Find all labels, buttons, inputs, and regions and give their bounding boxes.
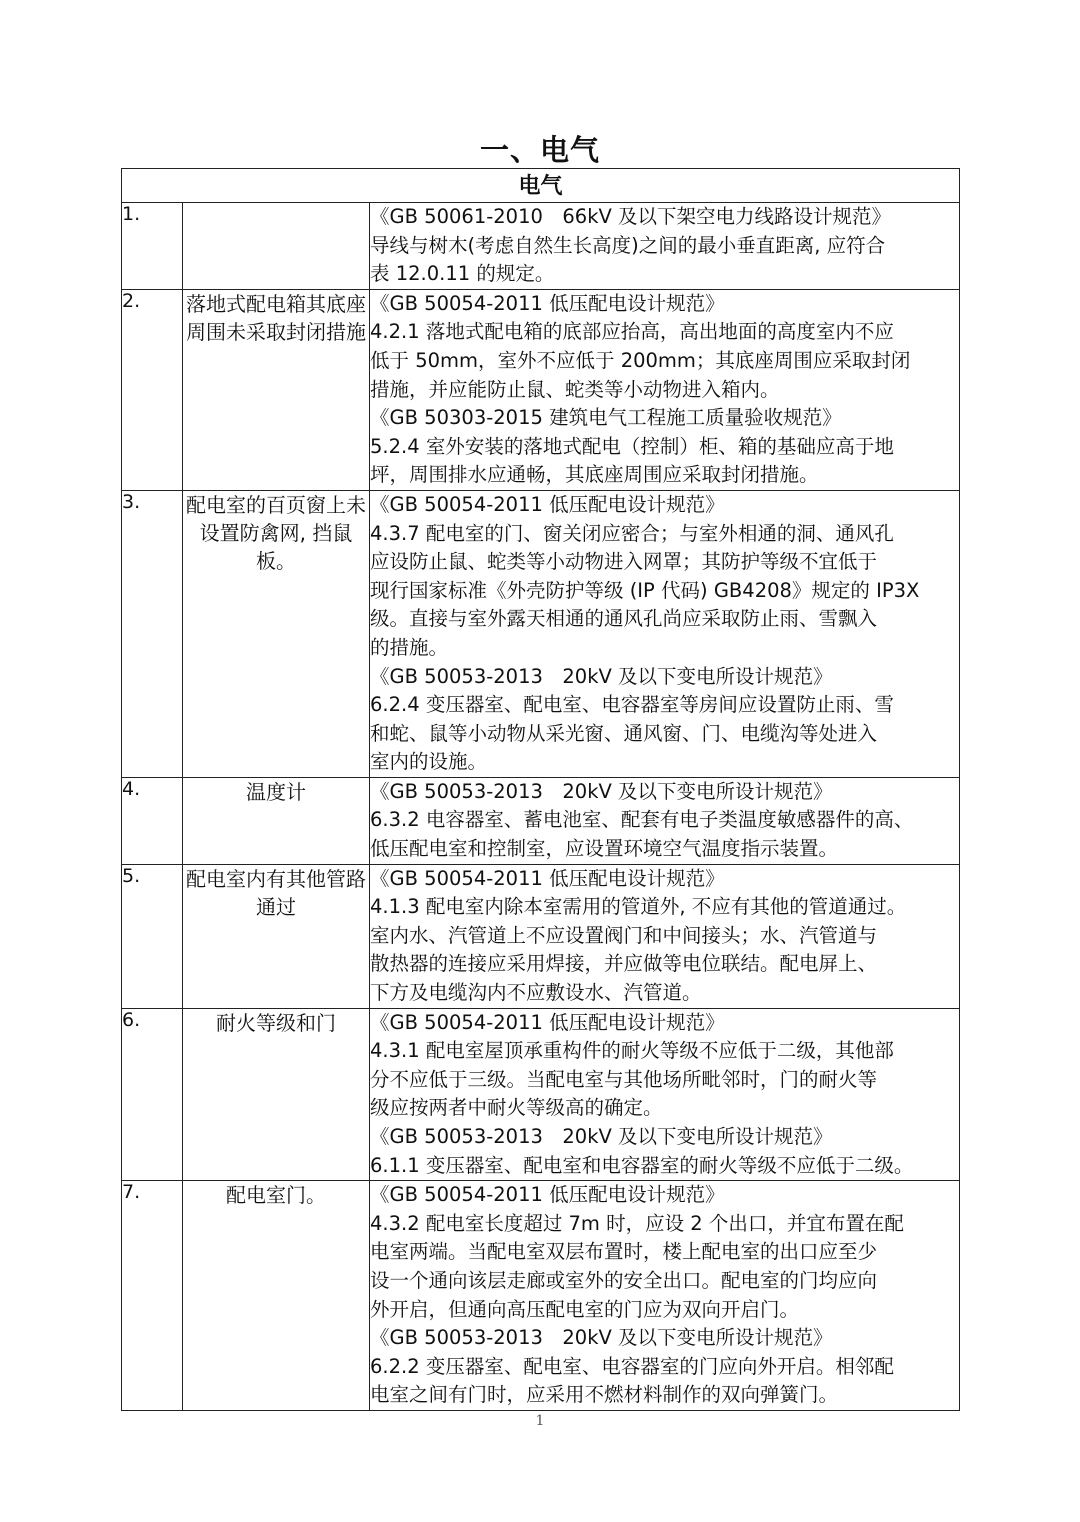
spec-line: 4.1.3 配电室内除本室需用的管道外, 不应有其他的管道通过。 <box>370 895 907 919</box>
spec-table <box>121 168 960 1411</box>
table-row <box>122 1008 960 1181</box>
table-row <box>122 1181 960 1411</box>
spec-line: 级。直接与室外露天相通的通风孔尚应采取防止雨、雪飘入 <box>370 607 878 631</box>
spec-line: 应设防止鼠、蛇类等小动物进入网罩；其防护等级不宜低于 <box>370 550 878 574</box>
spec-line: 4.3.2 配电室长度超过 7m 时，应设 2 个出口，并宜布置在配 <box>370 1211 904 1235</box>
spec-line: 《GB 50303-2015 建筑电气工程施工质量验收规范》 <box>370 406 842 430</box>
table-row <box>122 203 960 290</box>
row-issue: 温度计 <box>183 777 370 864</box>
spec-line: 《GB 50054-2011 低压配电设计规范》 <box>370 291 725 315</box>
row-issue <box>183 203 370 290</box>
spec-line: 下方及电缆沟内不应敷设水、汽管道。 <box>370 981 702 1005</box>
spec-line: 外开启，但通向高压配电室的门应为双向开启门。 <box>370 1297 800 1321</box>
row-number: 7. <box>122 1181 183 1411</box>
table-row <box>122 864 960 1008</box>
row-issue: 配电室门。 <box>183 1181 370 1411</box>
spec-line: 低压配电室和控制室，应设置环境空气温度指示装置。 <box>370 837 839 861</box>
row-spec <box>370 203 960 290</box>
spec-line: 6.2.2 变压器室、配电室、电容器室的门应向外开启。相邻配 <box>370 1354 894 1378</box>
spec-line: 的措施。 <box>370 635 449 659</box>
spec-line: 6.3.2 电容器室、蓄电池室、配套有电子类温度敏感器件的高、 <box>370 808 914 832</box>
spec-line: 《GB 50053-2013 20kV 及以下变电所设计规范》 <box>370 1326 833 1350</box>
spec-line: 6.2.4 变压器室、配电室、电容器室等房间应设置防止雨、雪 <box>370 693 894 717</box>
spec-line: 级应按两者中耐火等级高的确定。 <box>370 1096 663 1120</box>
spec-line: 《GB 50054-2011 低压配电设计规范》 <box>370 492 725 516</box>
spec-line: 室内水、汽管道上不应设置阀门和中间接头；水、汽管道与 <box>370 923 878 947</box>
spec-line: 分不应低于三级。当配电室与其他场所毗邻时，门的耐火等 <box>370 1067 878 1091</box>
row-spec <box>370 777 960 864</box>
row-number: 5. <box>122 864 183 1008</box>
row-spec <box>370 1181 960 1411</box>
table-row <box>122 490 960 777</box>
spec-line: 《GB 50054-2011 低压配电设计规范》 <box>370 1010 725 1034</box>
spec-line: 5.2.4 室外安装的落地式配电（控制）柜、箱的基础应高于地 <box>370 434 894 458</box>
spec-line: 室内的设施。 <box>370 750 488 774</box>
row-issue: 落地式配电箱其底座周围未采取封闭措施 <box>183 289 370 490</box>
row-number: 6. <box>122 1008 183 1181</box>
row-issue: 配电室内有其他管路通过 <box>183 864 370 1008</box>
table-row <box>122 777 960 864</box>
spec-line: 低于 50mm，室外不应低于 200mm；其底座周围应采取封闭 <box>370 348 911 372</box>
spec-line: 电室之间有门时，应采用不燃材料制作的双向弹簧门。 <box>370 1383 839 1407</box>
spec-line: 《GB 50061-2010 66kV 及以下架空电力线路设计规范》 <box>370 205 892 228</box>
page-title: 一、电气 <box>479 133 600 167</box>
spec-line: 《GB 50053-2013 20kV 及以下变电所设计规范》 <box>370 779 833 803</box>
spec-line: 《GB 50053-2013 20kV 及以下变电所设计规范》 <box>370 1125 833 1148</box>
spec-line: 4.3.7 配电室的门、窗关闭应密合；与室外相通的洞、通风孔 <box>370 521 894 545</box>
table-row <box>122 289 960 490</box>
row-spec <box>370 490 960 777</box>
spec-line: 导线与树木(考虑自然生长高度)之间的最小垂直距离, 应符合 <box>370 233 886 257</box>
spec-line: 《GB 50053-2013 20kV 及以下变电所设计规范》 <box>370 664 833 688</box>
row-number: 1. <box>122 203 183 290</box>
spec-line: 表 12.0.11 的规定。 <box>370 262 555 286</box>
spec-line: 《GB 50054-2011 低压配电设计规范》 <box>370 866 725 890</box>
spec-line: 散热器的连接应采用焊接，并应做等电位联结。配电屏上、 <box>370 952 878 976</box>
spec-line: 现行国家标准《外壳防护等级 (IP 代码) GB4208》规定的 IP3X <box>370 578 920 602</box>
spec-line: 和蛇、鼠等小动物从采光窗、通风窗、门、电缆沟等处进入 <box>370 721 878 745</box>
spec-line: 坪，周围排水应通畅，其底座周围应采取封闭措施。 <box>370 463 819 487</box>
row-number: 3. <box>122 490 183 777</box>
spec-line: 6.1.1 变压器室、配电室和电容器室的耐火等级不应低于二级。 <box>370 1153 914 1177</box>
page-number: 1 <box>535 1413 545 1429</box>
row-issue: 配电室的百页窗上未设置防禽网, 挡鼠板。 <box>183 490 370 777</box>
spec-line: 《GB 50054-2011 低压配电设计规范》 <box>370 1183 725 1207</box>
spec-line: 4.2.1 落地式配电箱的底部应抬高，高出地面的高度室内不应 <box>370 320 894 344</box>
row-number: 4. <box>122 777 183 864</box>
spec-line: 电室两端。当配电室双层布置时，楼上配电室的出口应至少 <box>370 1240 878 1264</box>
spec-line: 措施，并应能防止鼠、蛇类等小动物进入箱内。 <box>370 377 780 401</box>
table-caption-row <box>122 169 960 203</box>
spec-line: 设一个通向该层走廊或室外的安全出口。配电室的门均应向 <box>370 1268 878 1292</box>
row-spec <box>370 1008 960 1181</box>
row-issue: 耐火等级和门 <box>183 1008 370 1181</box>
spec-line: 4.3.1 配电室屋顶承重构件的耐火等级不应低于二级，其他部 <box>370 1039 894 1063</box>
table-caption: 电气 <box>122 169 960 203</box>
row-spec <box>370 864 960 1008</box>
row-number: 2. <box>122 289 183 490</box>
row-spec <box>370 289 960 490</box>
table-body <box>122 203 960 1411</box>
